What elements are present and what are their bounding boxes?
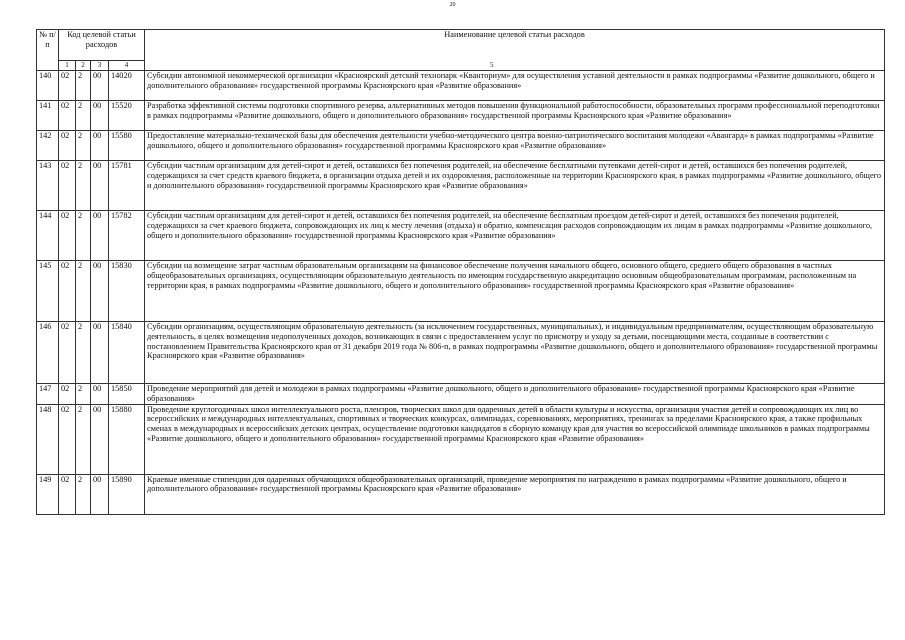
subheader-5: 5 bbox=[490, 61, 494, 69]
subheader-2: 2 bbox=[76, 61, 91, 71]
row-number: 145 bbox=[37, 261, 59, 322]
table-row bbox=[37, 404, 885, 474]
code-subprogram: 2 bbox=[76, 474, 91, 514]
table-row bbox=[37, 211, 885, 261]
code-subprogram: 2 bbox=[76, 71, 91, 101]
code-subprogram: 2 bbox=[76, 211, 91, 261]
row-number: 140 bbox=[37, 71, 59, 101]
row-description: Субсидии на возмещение затрат частным образовательным организациям на финансовое обеспечение получения начального общего, основного общего, среднего общего образования в частных общеобразовательных организациях, осуществляющим образовательную деятельность по имеющим государственную аккредитацию основным общеобразовательным программам, расположенным на территории края, в рамках подпрограммы «Развитие дошкольного, общего и дополнительного образования» государственной программы Красноярского края «Развитие образования» bbox=[145, 261, 885, 322]
code-program: 02 bbox=[59, 474, 76, 514]
table-row bbox=[37, 384, 885, 405]
code-program: 02 bbox=[59, 161, 76, 211]
code-direction: 15782 bbox=[109, 211, 145, 261]
row-description: Разработка эффективной системы подготовки спортивного резерва, альтернативных методов повышения функциональной работоспособности, образовательных программ профессиональной переподготовки в рамках подпрограммы «Развитие дошкольного, общего и дополнительного образования» государственной программы Красноярского края «Развитие образования» bbox=[145, 101, 885, 131]
row-description: Проведение мероприятий для детей и молодежи в рамках подпрограммы «Развитие дошкольного, общего и дополнительного образования» государственной программы Красноярского края «Развитие образования» bbox=[145, 384, 885, 405]
code-event: 00 bbox=[91, 322, 109, 384]
row-number: 147 bbox=[37, 384, 59, 405]
code-program: 02 bbox=[59, 131, 76, 161]
page-number: 20 bbox=[449, 2, 456, 8]
code-subprogram: 2 bbox=[76, 161, 91, 211]
row-description: Субсидии автономной некоммерческой организации «Красноярский детский технопарк «Кванториум» для осуществления уставной деятельности в рамках подпрограммы «Развитие дошкольного, общего и дополнительного образования» государственной программы Красноярского края «Развитие образования» bbox=[145, 71, 885, 101]
row-number: 149 bbox=[37, 474, 59, 514]
row-description: Субсидии частным организациям для детей-сирот и детей, оставшихся без попечения родителей, на обеспечение бесплатными путевками детей-сирот и детей, оставшихся без попечения родителей, содержащихся за счет средств краевого бюджета, в организации отдыха детей и их оздоровления, расположенные на территории Красноярского края, в рамках подпрограммы «Развитие дошкольного, общего и дополнительного образования» государственной программы Красноярского края «Развитие образования» bbox=[145, 161, 885, 211]
code-event: 00 bbox=[91, 404, 109, 474]
row-number: 148 bbox=[37, 404, 59, 474]
code-subprogram: 2 bbox=[76, 131, 91, 161]
code-event: 00 bbox=[91, 474, 109, 514]
code-event: 00 bbox=[91, 131, 109, 161]
row-description: Краевые именные стипендии для одаренных обучающихся общеобразовательных организаций, проведение мероприятия по награждению в рамках подпрограммы «Развитие дошкольного, общего и дополнительного образования» государственной программы Красноярского края «Развитие образования» bbox=[145, 474, 885, 514]
row-number: 142 bbox=[37, 131, 59, 161]
code-event: 00 bbox=[91, 161, 109, 211]
code-event: 00 bbox=[91, 384, 109, 405]
code-subprogram: 2 bbox=[76, 261, 91, 322]
row-number: 144 bbox=[37, 211, 59, 261]
table-row bbox=[37, 101, 885, 131]
code-program: 02 bbox=[59, 404, 76, 474]
code-subprogram: 2 bbox=[76, 322, 91, 384]
table-row bbox=[37, 322, 885, 384]
table-row bbox=[37, 71, 885, 101]
table-row bbox=[37, 161, 885, 211]
code-program: 02 bbox=[59, 384, 76, 405]
code-event: 00 bbox=[91, 211, 109, 261]
code-direction: 14020 bbox=[109, 71, 145, 101]
code-program: 02 bbox=[59, 71, 76, 101]
code-direction: 15840 bbox=[109, 322, 145, 384]
code-subprogram: 2 bbox=[76, 384, 91, 405]
code-program: 02 bbox=[59, 101, 76, 131]
table-row bbox=[37, 474, 885, 514]
row-number: 143 bbox=[37, 161, 59, 211]
header-num: № п/п bbox=[37, 30, 59, 71]
code-event: 00 bbox=[91, 261, 109, 322]
header-code: Код целевой статьи расходов bbox=[59, 30, 145, 61]
code-event: 00 bbox=[91, 71, 109, 101]
row-description: Субсидии организациям, осуществляющим образовательную деятельность (за исключением государственных, муниципальных), и индивидуальным предпринимателям, осуществляющим образовательную деятельность, в целях возмещения недополученных доходов, возникающих в связи с предоставлением услуг по присмотру и уходу за детьми, посещающими места, созданные в соответствии с постановлением Правительства Красноярского края от 31 декабря 2019 года № 806-п, в рамках подпрограммы «Развитие дошкольного, общего и дополнительного образования» государственной программы Красноярского края «Развитие образования» bbox=[145, 322, 885, 384]
row-description: Предоставление материально-технической базы для обеспечения деятельности учебно-методического центра военно-патриотического воспитания молодежи «Авангард» в рамках подпрограммы «Развитие дошкольного, общего и дополнительного образования» государственной программы Красноярского края «Развитие образования» bbox=[145, 131, 885, 161]
code-direction: 15890 bbox=[109, 474, 145, 514]
row-description: Проведение круглогодичных школ интеллектуального роста, пленэров, творческих школ для одаренных детей в области культуры и искусства, организация участия детей и сопровождающих их лиц во всероссийских и международных интеллектуальных, спортивных и творческих конкурсах, олимпиадах, соревнованиях, мероприятиях, тренингах за пределами Красноярского края, а также профильных сменах в международных и всероссийских детских центрах, осуществление подготовки кандидатов в сборную команду края для участия во всероссийской олимпиаде школьников в рамках подпрограммы «Развитие дошкольного, общего и дополнительного образования» государственной программы Красноярского края «Развитие образования» bbox=[145, 404, 885, 474]
row-description: Субсидии частным организациям для детей-сирот и детей, оставшихся без попечения родителей, на обеспечение бесплатным проездом детей-сирот и детей, оставшихся без попечения родителей, содержащихся за счет краевого бюджета, сопровождающих их лиц к месту лечения (отдыха) и обратно, компенсация расходов сопровождающим их лицам в рамках подпрограммы «Развитие дошкольного, общего и дополнительного образования» государственной программы Красноярского края «Развитие образования» bbox=[145, 211, 885, 261]
code-subprogram: 2 bbox=[76, 101, 91, 131]
subheader-3: 3 bbox=[91, 61, 109, 71]
code-program: 02 bbox=[59, 261, 76, 322]
table-row bbox=[37, 131, 885, 161]
code-direction: 15850 bbox=[109, 384, 145, 405]
header-name: Наименование целевой статьи расходов bbox=[145, 30, 885, 71]
code-direction: 15580 bbox=[109, 131, 145, 161]
code-direction: 15830 bbox=[109, 261, 145, 322]
code-program: 02 bbox=[59, 211, 76, 261]
code-direction: 15880 bbox=[109, 404, 145, 474]
header-row bbox=[37, 30, 885, 61]
row-number: 141 bbox=[37, 101, 59, 131]
code-program: 02 bbox=[59, 322, 76, 384]
code-subprogram: 2 bbox=[76, 404, 91, 474]
subheader-4: 4 bbox=[109, 61, 145, 71]
code-event: 00 bbox=[91, 101, 109, 131]
subheader-1: 1 bbox=[59, 61, 76, 71]
row-number: 146 bbox=[37, 322, 59, 384]
code-direction: 15781 bbox=[109, 161, 145, 211]
code-direction: 15520 bbox=[109, 101, 145, 131]
budget-table bbox=[36, 29, 885, 515]
table-row bbox=[37, 261, 885, 322]
